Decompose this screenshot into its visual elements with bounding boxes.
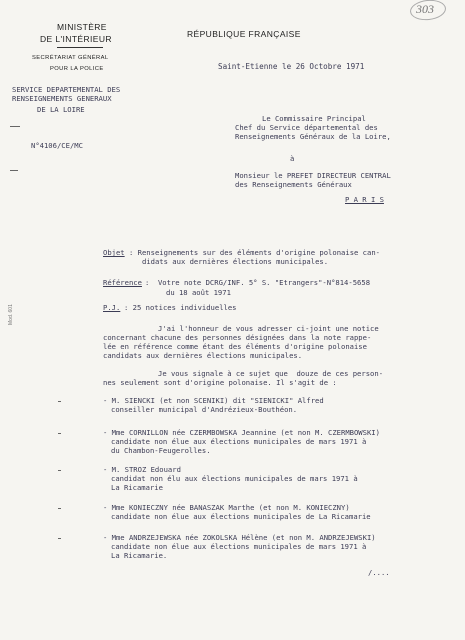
- body-p1-line-2: concernant chacune des personnes désignées dans la note rappe-: [103, 333, 372, 342]
- body-p1-line-4: candidats aux dernières élections municipales.: [103, 351, 303, 360]
- reference-line-1: : Votre note DCRG/INF. 5° S. "Etrangers"-N°814-5658: [145, 278, 371, 287]
- document-reference-number: N°4106/CE/MC: [31, 141, 83, 150]
- item-1-line-2: conseiller municipal d'Andrézieux-Bouthéon.: [111, 405, 298, 414]
- form-model-label: Mod. 601: [8, 304, 14, 325]
- item-3-line-3: La Ricamarie: [111, 483, 163, 492]
- body-p1-line-1: J'ai l'honneur de vous adresser ci-joint une notice: [158, 324, 379, 333]
- item-5-line-2: candidate non élue aux élections municipales de mars 1971 à: [111, 542, 367, 551]
- continuation-mark: /....: [368, 568, 390, 577]
- item-2-line-1: - Mme CORNILLON née CZERMBOWSKA Jeannine (et non M. CZERMBOWSKI): [103, 428, 380, 437]
- service-line-3: DE LA LOIRE: [37, 105, 85, 114]
- pj-label: P.J.: [103, 303, 121, 312]
- sender-line-1: Le Commissaire Principal: [262, 114, 366, 123]
- reference-line-2: du 18 août 1971: [166, 288, 231, 297]
- objet-line-2: didats aux dernières élections municipales.: [142, 257, 329, 266]
- objet-line-1: : Renseignements sur des éléments d'origine polonaise can-: [129, 248, 380, 257]
- page-number: 303: [416, 2, 434, 16]
- margin-tick: [58, 401, 61, 402]
- margin-tick: [58, 508, 61, 509]
- body-p1-line-3: lée en référence comme étant des éléments d'origine polonaise: [103, 342, 367, 351]
- secretariat-line-1: SECRÉTARIAT GÉNÉRAL: [32, 55, 109, 61]
- recipient-line-1: Monsieur le PREFET DIRECTEUR CENTRAL: [235, 171, 391, 180]
- margin-mark: [10, 126, 20, 127]
- sender-line-3: Renseignements Généraux de la Loire,: [235, 132, 391, 141]
- recipient-city: P A R I S: [345, 195, 384, 204]
- service-line-1: SERVICE DEPARTEMENTAL DES: [12, 85, 121, 94]
- item-1-line-1: - M. SIENCKI (et non SCENIKI) dit "SIENICKI" Alfred: [103, 396, 324, 405]
- republique-heading: RÉPUBLIQUE FRANÇAISE: [187, 29, 301, 39]
- body-p2-line-1: Je vous signale à ce sujet que douze de ces person-: [158, 369, 384, 378]
- margin-mark-2: [10, 170, 18, 171]
- item-3-line-2: candidat non élu aux élections municipales de mars 1971 à: [111, 474, 358, 483]
- addressed-to: à: [290, 154, 295, 163]
- ministry-title-2: DE L'INTÉRIEUR: [40, 34, 112, 44]
- item-2-line-2: candidate non élue aux élections municipales de mars 1971 à: [111, 437, 367, 446]
- margin-tick: [58, 433, 61, 434]
- place-and-date: Saint-Etienne le 26 Octobre 1971: [218, 62, 365, 71]
- item-5-line-3: La Ricamarie.: [111, 551, 168, 560]
- item-4-line-1: - Mme KONIECZNY née BANASZAK Marthe (et non M. KONIECZNY): [103, 503, 350, 512]
- item-3-line-1: - M. STROZ Edouard: [103, 465, 181, 474]
- service-line-2: RENSEIGNEMENTS GENERAUX: [12, 94, 112, 103]
- margin-tick: [58, 470, 61, 471]
- item-4-line-2: candidate non élue aux élections municipales de La Ricamarie: [111, 512, 371, 521]
- margin-tick: [58, 538, 61, 539]
- body-p2-line-2: nes seulement sont d'origine polonaise. Il s'agit de :: [103, 378, 337, 387]
- ministry-title: MINISTÈRE: [57, 22, 107, 32]
- sender-line-2: Chef du Service départemental des: [235, 123, 378, 132]
- recipient-line-2: des Renseignements Généraux: [235, 180, 352, 189]
- reference-label: Référence: [103, 278, 142, 287]
- item-5-line-1: - Mme ANDRZEJEWSKA née ZOKOLSKA Hélène (et non M. ANDRZEJEWSKI): [103, 533, 376, 542]
- pj-text: : 25 notices individuelles: [124, 303, 237, 312]
- header-rule: [57, 47, 103, 48]
- secretariat-line-2: POUR LA POLICE: [50, 66, 104, 72]
- objet-label: Objet: [103, 248, 125, 257]
- item-2-line-3: du Chambon-Feugerolles.: [111, 446, 211, 455]
